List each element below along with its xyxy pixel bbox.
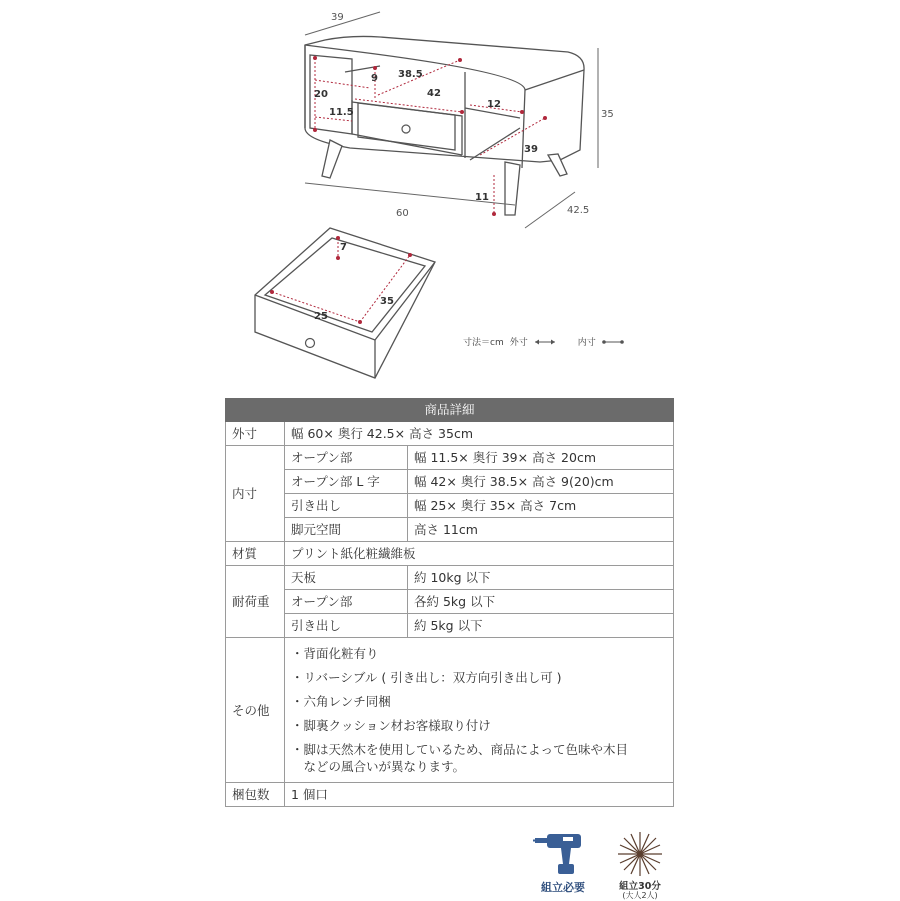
load-name: 天板 (285, 566, 408, 590)
inner-value: 高さ 11cm (408, 518, 674, 542)
list-item: ・六角レンチ同梱 (291, 694, 391, 709)
list-item: ・脚裏クッション材お客様取り付け (291, 718, 491, 733)
dim-open-width: 11.5 (329, 107, 354, 118)
badge-row (0, 828, 900, 900)
assembly-people-label: (大人2人) (622, 891, 658, 900)
table-row (226, 783, 674, 807)
table-row (226, 542, 674, 566)
dim-side-depth: 39 (524, 144, 538, 155)
dim-leg-space: 11 (475, 192, 489, 203)
dim-top-width: 39 (331, 12, 344, 23)
dim-total-width: 60 (396, 208, 409, 219)
table-row (226, 614, 674, 638)
load-name: 引き出し (285, 614, 408, 638)
other-cell (285, 638, 674, 783)
assembly-time-label: 組立30分 (619, 881, 661, 892)
table-row (226, 494, 674, 518)
table-title: 商品詳細 (226, 399, 674, 422)
load-value: 約 10kg 以下 (408, 566, 674, 590)
dimension-legend (463, 335, 624, 348)
list-item: などの風合いが異なります。 (291, 759, 466, 774)
assembly-label: 組立必要 (541, 881, 585, 894)
dim-top-gap: 9 (371, 73, 378, 84)
dim-drawer-width: 25 (314, 311, 328, 322)
dim-total-height: 35 (601, 109, 614, 120)
material-value: プリント紙化粧繊維板 (285, 542, 674, 566)
table-row (226, 422, 674, 446)
outer-value: 幅 60× 奥行 42.5× 高さ 35cm (285, 422, 674, 446)
table-row (226, 518, 674, 542)
table-row (226, 638, 674, 783)
assembly-time-icon (616, 830, 664, 878)
legend-inner: 内寸 (577, 338, 596, 348)
inner-name: 引き出し (285, 494, 408, 518)
inner-dot-line-icon (602, 338, 624, 346)
outer-label: 外寸 (226, 422, 285, 446)
list-item: ・背面化粧有り (291, 646, 379, 661)
spec-table (225, 398, 674, 807)
inner-name: オープン部 (285, 446, 408, 470)
legend-outer: 外寸 (509, 338, 528, 348)
drill-icon (533, 828, 595, 878)
other-list (291, 638, 667, 782)
dimension-diagram (0, 0, 900, 395)
load-label: 耐荷重 (226, 566, 285, 638)
dim-side-width: 12 (487, 99, 501, 110)
dim-open-height: 20 (314, 89, 328, 100)
list-item: ・リバーシブル ( 引き出し：双方向引き出し可 ) (291, 670, 562, 685)
outer-dim-lines (305, 12, 598, 228)
dim-l-width: 42 (427, 88, 441, 99)
dim-drawer-depth: 35 (380, 296, 394, 307)
table-row (226, 470, 674, 494)
inner-value: 幅 11.5× 奥行 39× 高さ 20cm (408, 446, 674, 470)
table-row (226, 566, 674, 590)
package-value: 1 個口 (285, 783, 674, 807)
legend-unit: 寸法＝cm (463, 338, 504, 348)
inner-value: 幅 42× 奥行 38.5× 高さ 9(20)cm (408, 470, 674, 494)
drawer-knob (402, 125, 410, 133)
inner-name: オープン部 L 字 (285, 470, 408, 494)
dim-drawer-height: 7 (340, 242, 347, 253)
table-row (226, 446, 674, 470)
cabinet-outline (305, 36, 584, 168)
inner-name: 脚元空間 (285, 518, 408, 542)
inner-label: 内寸 (226, 446, 285, 542)
load-value: 約 5kg 以下 (408, 614, 674, 638)
outer-arrow-icon (534, 338, 556, 346)
material-label: 材質 (226, 542, 285, 566)
list-item: ・脚は天然木を使用しているため、商品によって色味や木目 (291, 742, 629, 757)
package-label: 梱包数 (226, 783, 285, 807)
drawer-front-knob (306, 339, 315, 348)
table-row (226, 590, 674, 614)
dim-total-depth: 42.5 (567, 205, 590, 216)
other-label: その他 (226, 638, 285, 783)
load-name: オープン部 (285, 590, 408, 614)
dim-shelf-depth: 38.5 (398, 69, 423, 80)
inner-value: 幅 25× 奥行 35× 高さ 7cm (408, 494, 674, 518)
load-value: 各約 5kg 以下 (408, 590, 674, 614)
